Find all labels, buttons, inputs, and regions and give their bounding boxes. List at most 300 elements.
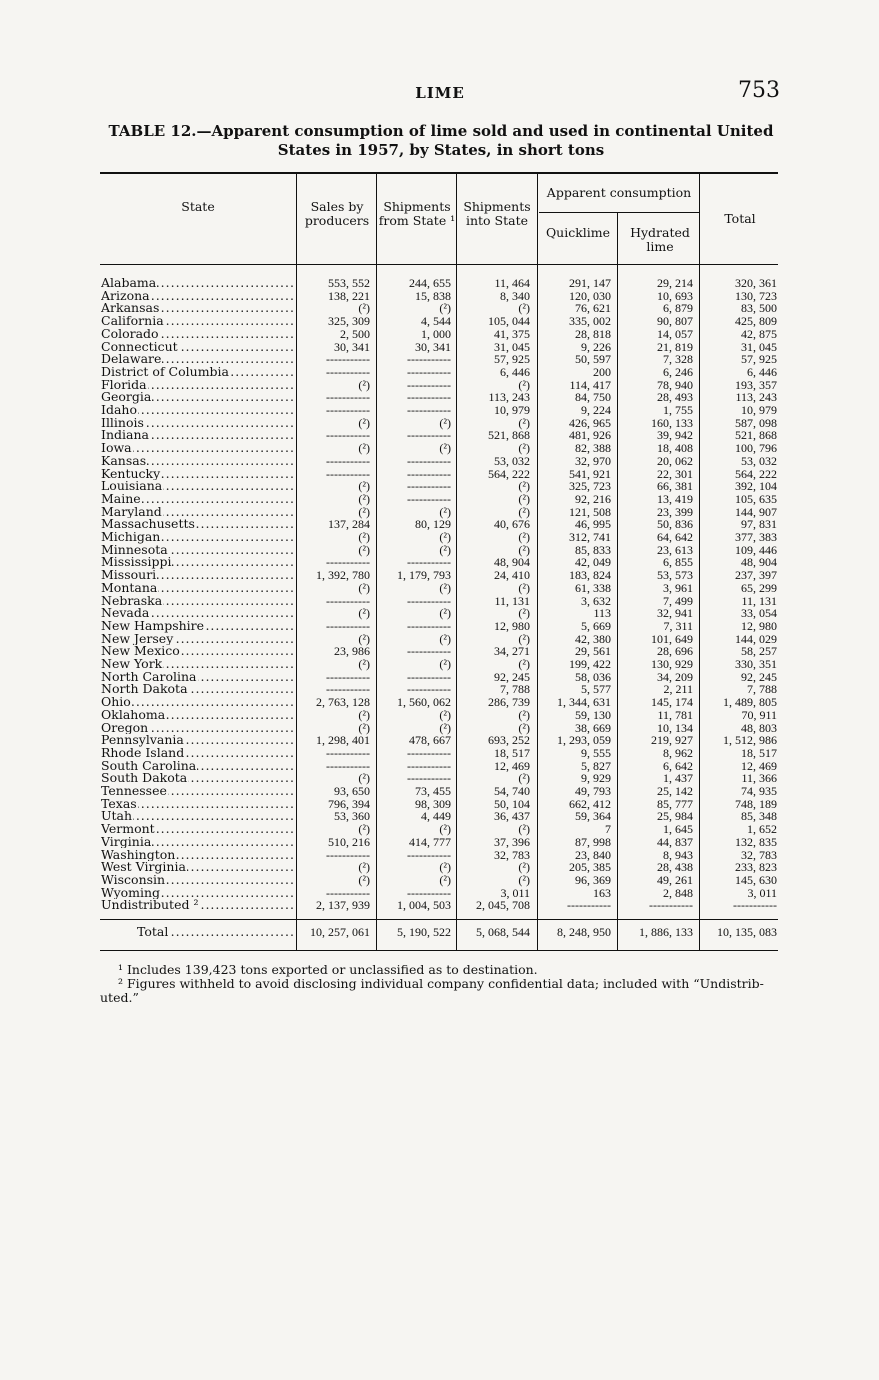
cell-shipments-into: 57, 925 <box>494 352 530 367</box>
cell-shipments-into: 521, 868 <box>488 428 530 443</box>
cell-shipments-from: 1, 560, 062 <box>397 695 451 710</box>
cell-shipments-into: (²) <box>518 415 530 430</box>
cell-quicklime: 9, 929 <box>581 771 611 786</box>
cell-shipments-from: 15, 838 <box>415 288 451 303</box>
cell-sales: 137, 284 <box>328 517 370 532</box>
running-head <box>100 78 780 108</box>
cell-shipments-from: (²) <box>439 657 451 671</box>
cell-hydrated: 8, 962 <box>663 745 693 760</box>
state-name: New York <box>101 658 163 671</box>
cell-hydrated: 21, 819 <box>657 339 693 354</box>
cell-total: 33, 054 <box>741 606 777 621</box>
cell-quicklime: 29, 561 <box>575 644 611 659</box>
cell-total: 31, 045 <box>741 339 777 354</box>
table-row-state <box>101 493 296 506</box>
cell-shipments-from: 4, 544 <box>421 314 451 329</box>
cell-total: 320, 361 <box>735 276 777 290</box>
cell-hydrated: 11, 781 <box>657 707 693 722</box>
cell-total: 377, 383 <box>735 530 777 544</box>
cell-hydrated: 130, 929 <box>651 657 693 671</box>
state-name: Georgia <box>101 391 152 404</box>
cell-shipments-from: (²) <box>439 530 451 544</box>
cell-shipments-from: ----------- <box>407 390 451 405</box>
state-name: Wisconsin <box>101 873 166 887</box>
col-divider-5 <box>617 213 618 950</box>
cell-total: 48, 803 <box>741 720 777 735</box>
state-name: Alabama <box>101 277 157 290</box>
cell-shipments-from: ----------- <box>407 466 451 481</box>
cell-shipments-from: (²) <box>439 580 451 595</box>
cell-quicklime: 114, 417 <box>569 377 611 392</box>
cell-hydrated: 219, 927 <box>651 733 693 748</box>
state-name: Iowa <box>101 442 132 455</box>
header-bottom-rule <box>100 264 778 265</box>
state-name: Massachusetts <box>101 518 195 531</box>
cell-sales: 23, 986 <box>334 644 370 659</box>
table-row-state <box>101 506 296 519</box>
cell-total: 6, 446 <box>747 364 777 379</box>
cell-quicklime: 59, 364 <box>575 809 611 824</box>
cell-shipments-into: 11, 131 <box>494 593 530 608</box>
cell-sales: ----------- <box>326 847 370 862</box>
state-name: Maryland <box>101 505 162 519</box>
cell-shipments-from: (²) <box>439 441 451 456</box>
cell-total: 70, 911 <box>741 707 777 722</box>
state-name: Nebraska <box>101 594 163 608</box>
cell-quicklime: 335, 002 <box>569 314 611 329</box>
cell-total: 3, 011 <box>747 885 777 900</box>
table-row-state <box>101 658 296 671</box>
state-name: New Jersey <box>101 632 174 646</box>
cell-sales: ----------- <box>326 593 370 608</box>
cell-total: 92, 245 <box>741 669 777 684</box>
cell-sales: ----------- <box>326 885 370 900</box>
cell-total: 100, 796 <box>735 441 777 456</box>
cell-sales: (²) <box>358 504 370 519</box>
cell-shipments-into: 8, 340 <box>500 288 530 303</box>
table-row-state <box>101 417 296 430</box>
cell-hydrated: 25, 142 <box>657 784 693 798</box>
table-row-state <box>101 620 296 633</box>
total-quicklime: 8, 248, 950 <box>557 925 611 939</box>
cell-shipments-from: 414, 777 <box>409 834 451 849</box>
state-name: Arkansas <box>101 302 160 316</box>
table-row-state <box>101 353 296 366</box>
cell-sales: (²) <box>358 301 370 316</box>
cell-shipments-into: (²) <box>518 377 530 392</box>
state-name: California <box>101 315 164 328</box>
cell-total: 42, 875 <box>741 326 777 341</box>
cell-sales: 30, 341 <box>334 339 370 354</box>
table-row-state <box>101 760 296 773</box>
cell-quicklime: 9, 555 <box>581 745 611 760</box>
cell-sales: ----------- <box>326 745 370 760</box>
cell-shipments-into: 40, 676 <box>494 517 530 532</box>
state-name: Oklahoma <box>101 708 166 722</box>
cell-shipments-from: ----------- <box>407 618 451 633</box>
cell-quicklime: 7 <box>605 822 611 837</box>
table-title-line-1: TABLE 12.—Apparent consumption of lime sold and used in continental United <box>108 122 774 140</box>
cell-total: 425, 809 <box>735 314 777 329</box>
cell-total: 193, 357 <box>735 377 777 392</box>
state-name: Maine <box>101 492 141 506</box>
table-row-state <box>101 645 296 658</box>
cell-quicklime: 1, 293, 059 <box>557 733 611 748</box>
cell-total: 1, 512, 986 <box>723 733 777 748</box>
cell-sales: (²) <box>358 542 370 557</box>
cell-sales: (²) <box>358 822 370 837</box>
table-row-state <box>101 683 296 696</box>
table-row-state <box>101 772 296 785</box>
table-row-state <box>101 531 296 544</box>
table-row-state <box>101 734 296 747</box>
cell-shipments-into: 92, 245 <box>494 669 530 684</box>
cell-sales: ----------- <box>326 555 370 570</box>
cell-sales: (²) <box>358 491 370 506</box>
cell-hydrated: 66, 381 <box>657 479 693 494</box>
cell-quicklime: 23, 840 <box>575 847 611 862</box>
state-name: Washington <box>101 848 176 862</box>
cell-shipments-into: 53, 032 <box>494 453 530 468</box>
cell-sales: (²) <box>358 720 370 735</box>
state-name: West Virginia <box>101 861 186 874</box>
cell-shipments-from: 80, 129 <box>415 517 451 532</box>
cell-hydrated: 3, 961 <box>663 580 693 595</box>
table-row-state <box>101 315 296 328</box>
cell-shipments-from: ----------- <box>407 669 451 684</box>
cell-sales: 2, 763, 128 <box>316 695 370 710</box>
cell-hydrated: ----------- <box>649 898 693 913</box>
cell-total: ----------- <box>733 898 777 913</box>
cell-hydrated: 50, 836 <box>657 517 693 532</box>
cell-shipments-from: ----------- <box>407 491 451 506</box>
page-number: 753 <box>738 78 780 103</box>
state-name: New Hampshire <box>101 619 205 633</box>
total-top-rule <box>100 919 778 920</box>
cell-shipments-into: 32, 783 <box>494 847 530 862</box>
cell-total: 48, 904 <box>741 555 777 570</box>
state-name: Louisiana <box>101 480 163 493</box>
cell-hydrated: 1, 755 <box>663 403 693 417</box>
cell-total: 85, 348 <box>741 809 777 824</box>
cell-shipments-from: 30, 341 <box>415 339 451 354</box>
state-name: Michigan <box>101 531 161 544</box>
cell-shipments-from: ----------- <box>407 555 451 570</box>
cell-quicklime: 61, 338 <box>575 580 611 595</box>
table-row-state <box>101 582 296 595</box>
table-row-state <box>101 379 296 392</box>
state-name: Wyoming <box>101 886 161 900</box>
table-row-state <box>101 798 296 811</box>
cell-hydrated: 7, 499 <box>663 593 693 608</box>
cell-quicklime: 325, 723 <box>569 479 611 494</box>
cell-sales: ----------- <box>326 758 370 773</box>
state-name: South Dakota <box>101 772 188 785</box>
cell-total: 7, 788 <box>747 682 777 697</box>
cell-sales: ----------- <box>326 466 370 481</box>
state-name: Kansas <box>101 454 147 468</box>
cell-shipments-from: 1, 004, 503 <box>397 898 451 913</box>
cell-quicklime: 9, 224 <box>581 403 611 417</box>
cell-shipments-from: (²) <box>439 707 451 722</box>
cell-quicklime: 85, 833 <box>575 542 611 557</box>
cell-shipments-from: (²) <box>439 860 451 875</box>
apparent-consumption-rule <box>539 212 699 213</box>
state-name: Missouri <box>101 569 157 582</box>
cell-total: 58, 257 <box>741 644 777 659</box>
table-row-state <box>101 709 296 722</box>
cell-quicklime: 5, 577 <box>581 682 611 697</box>
cell-shipments-from: 4, 449 <box>421 809 451 824</box>
cell-sales: (²) <box>358 441 370 456</box>
cell-shipments-into: 6, 446 <box>500 364 530 379</box>
cell-quicklime: 5, 669 <box>581 618 611 633</box>
cell-shipments-from: ----------- <box>407 847 451 862</box>
header-total: Total <box>724 211 756 226</box>
state-name: North Carolina <box>101 670 197 684</box>
cell-shipments-from: 478, 667 <box>409 733 451 748</box>
total-total: 10, 135, 083 <box>717 925 777 939</box>
total-hydrated: 1, 886, 133 <box>639 925 693 939</box>
cell-quicklime: 46, 995 <box>575 517 611 532</box>
cell-total: 587, 098 <box>735 415 777 430</box>
cell-quicklime: 163 <box>593 885 611 900</box>
cell-sales: 553, 552 <box>328 276 370 290</box>
state-name: Colorado <box>101 327 159 341</box>
total-sales: 10, 257, 061 <box>310 925 370 939</box>
col-divider-2 <box>376 174 377 950</box>
table-row-state <box>101 544 296 557</box>
cell-shipments-from: (²) <box>439 720 451 735</box>
cell-shipments-into: (²) <box>518 479 530 494</box>
table-row-state <box>101 404 296 417</box>
cell-shipments-from: ----------- <box>407 352 451 367</box>
cell-total: 18, 517 <box>741 745 777 760</box>
state-name: Ohio <box>101 696 131 709</box>
running-title: LIME <box>415 84 465 102</box>
state-name: Arizona <box>101 289 150 303</box>
cell-shipments-into: 12, 980 <box>494 618 530 633</box>
cell-sales: (²) <box>358 377 370 392</box>
cell-shipments-into: 24, 410 <box>494 568 530 583</box>
header-sales: Sales by producers <box>304 199 370 228</box>
cell-sales: 325, 309 <box>328 314 370 329</box>
cell-shipments-from: (²) <box>439 822 451 837</box>
cell-shipments-into: (²) <box>518 657 530 671</box>
state-name: Tennessee <box>101 785 167 798</box>
table-row-state <box>101 480 296 493</box>
cell-shipments-into: 34, 271 <box>494 644 530 659</box>
table-row-state <box>101 785 296 798</box>
cell-hydrated: 6, 879 <box>663 301 693 316</box>
cell-hydrated: 6, 855 <box>663 555 693 570</box>
cell-shipments-from: ----------- <box>407 428 451 443</box>
cell-quicklime: 481, 926 <box>569 428 611 443</box>
cell-total: 237, 397 <box>735 568 777 583</box>
cell-shipments-into: 105, 044 <box>488 314 530 329</box>
cell-total: 65, 299 <box>741 580 777 595</box>
state-name: Mississippi <box>101 556 172 570</box>
cell-shipments-into: 41, 375 <box>494 326 530 341</box>
table-bottom-rule <box>100 950 778 951</box>
header-apparent-consumption: Apparent consumption <box>546 185 692 200</box>
cell-total: 105, 635 <box>735 491 777 506</box>
cell-shipments-into: 693, 252 <box>488 733 530 748</box>
cell-quicklime: 49, 793 <box>575 784 611 798</box>
cell-shipments-into: (²) <box>518 580 530 595</box>
header-shipments-into: Shipments into State <box>463 199 531 228</box>
cell-quicklime: 82, 388 <box>575 441 611 456</box>
cell-total: 53, 032 <box>741 453 777 468</box>
footnote-2: ² Figures withheld to avoid disclosing individual company confidential data; included with “Undistrib- <box>118 976 764 991</box>
cell-shipments-from: ----------- <box>407 403 451 417</box>
cell-total: 145, 630 <box>735 872 777 887</box>
table-row-state <box>101 442 296 455</box>
cell-hydrated: 7, 328 <box>663 352 693 367</box>
state-name: Rhode Island <box>101 746 185 760</box>
cell-quicklime: 199, 422 <box>569 657 611 671</box>
cell-sales: ----------- <box>326 618 370 633</box>
table-row-state <box>101 341 296 354</box>
cell-shipments-into: (²) <box>518 822 530 837</box>
col-divider-4 <box>537 174 538 950</box>
cell-shipments-from: ----------- <box>407 644 451 659</box>
cell-sales: 510, 216 <box>328 834 370 849</box>
cell-sales: 93, 650 <box>334 784 370 798</box>
cell-hydrated: 34, 209 <box>657 669 693 684</box>
cell-total: 132, 835 <box>735 834 777 849</box>
cell-quicklime: 9, 226 <box>581 339 611 354</box>
cell-sales: ----------- <box>326 682 370 697</box>
cell-total: 521, 868 <box>735 428 777 443</box>
state-name: Indiana <box>101 429 149 443</box>
cell-sales: ----------- <box>326 669 370 684</box>
cell-sales: ----------- <box>326 403 370 417</box>
cell-shipments-into: (²) <box>518 860 530 875</box>
cell-shipments-into: 10, 979 <box>494 403 530 417</box>
table-row-state <box>101 302 296 315</box>
table-row-state <box>101 569 296 582</box>
cell-quicklime: 183, 824 <box>569 568 611 583</box>
cell-quicklime: 1, 344, 631 <box>557 695 611 710</box>
cell-quicklime: 58, 036 <box>575 669 611 684</box>
cell-sales: ----------- <box>326 428 370 443</box>
cell-sales: 1, 298, 401 <box>316 733 370 748</box>
cell-shipments-into: 3, 011 <box>500 885 530 900</box>
table-row-state <box>101 696 296 709</box>
cell-quicklime: 3, 632 <box>581 593 611 608</box>
total-shipments-from: 5, 190, 522 <box>397 925 451 939</box>
cell-sales: (²) <box>358 707 370 722</box>
cell-shipments-into: 2, 045, 708 <box>476 898 530 913</box>
state-name: Utah <box>101 810 133 824</box>
table-row-state <box>101 899 296 912</box>
cell-quicklime: 312, 741 <box>569 530 611 544</box>
cell-sales: ----------- <box>326 390 370 405</box>
cell-hydrated: 23, 399 <box>657 504 693 519</box>
cell-quicklime: 205, 385 <box>569 860 611 875</box>
cell-total: 330, 351 <box>735 657 777 671</box>
cell-shipments-into: 564, 222 <box>488 466 530 481</box>
state-name: Virginia <box>101 835 152 849</box>
cell-shipments-from: ----------- <box>407 364 451 379</box>
cell-shipments-from: ----------- <box>407 745 451 760</box>
cell-sales: (²) <box>358 872 370 887</box>
cell-hydrated: 13, 419 <box>657 491 693 506</box>
cell-shipments-from: 73, 455 <box>415 784 451 798</box>
cell-shipments-into: 18, 517 <box>494 745 530 760</box>
cell-sales: ----------- <box>326 453 370 468</box>
cell-shipments-into: (²) <box>518 631 530 646</box>
state-name: Illinois <box>101 416 144 430</box>
table-row-state <box>101 518 296 531</box>
cell-total: 130, 723 <box>735 288 777 303</box>
cell-hydrated: 25, 984 <box>657 809 693 824</box>
cell-shipments-into: (²) <box>518 872 530 887</box>
cell-total: 83, 500 <box>741 301 777 316</box>
cell-quicklime: 121, 508 <box>569 504 611 519</box>
cell-hydrated: 6, 246 <box>663 364 693 379</box>
cell-hydrated: 64, 642 <box>657 530 693 544</box>
cell-shipments-into: 50, 104 <box>494 796 530 811</box>
state-name: District of Columbia <box>101 365 229 379</box>
cell-shipments-into: (²) <box>518 542 530 557</box>
cell-total: 1, 652 <box>747 822 777 837</box>
table-row-state <box>101 429 296 442</box>
cell-sales: (²) <box>358 580 370 595</box>
header-quicklime: Quicklime <box>545 225 611 240</box>
cell-total: 11, 131 <box>741 593 777 608</box>
state-name: Oregon <box>101 721 149 735</box>
cell-total: 12, 980 <box>741 618 777 633</box>
cell-hydrated: 44, 837 <box>657 834 693 849</box>
table-row-state <box>101 391 296 404</box>
cell-sales: 1, 392, 780 <box>316 568 370 583</box>
cell-total: 144, 029 <box>735 631 777 646</box>
cell-shipments-into: 7, 788 <box>500 682 530 697</box>
cell-hydrated: 10, 693 <box>657 288 693 303</box>
cell-quicklime: 50, 597 <box>575 352 611 367</box>
cell-sales: (²) <box>358 479 370 494</box>
cell-sales: 2, 137, 939 <box>316 898 370 913</box>
state-name: Pennsylvania <box>101 734 184 747</box>
table-row-state <box>101 671 296 684</box>
cell-hydrated: 20, 062 <box>657 453 693 468</box>
cell-shipments-into: 286, 739 <box>488 695 530 710</box>
cell-total: 748, 189 <box>735 796 777 811</box>
table-row-state <box>101 595 296 608</box>
table-row-state <box>101 823 296 836</box>
cell-quicklime: 541, 921 <box>569 466 611 481</box>
state-name: Idaho <box>101 404 137 417</box>
cell-quicklime: 120, 030 <box>569 288 611 303</box>
cell-quicklime: 59, 130 <box>575 707 611 722</box>
cell-hydrated: 53, 573 <box>657 568 693 583</box>
cell-shipments-from: (²) <box>439 542 451 557</box>
cell-shipments-into: (²) <box>518 504 530 519</box>
cell-shipments-into: 113, 243 <box>488 390 530 405</box>
header-shipments-from: Shipments from State ¹ <box>378 199 456 228</box>
cell-shipments-into: 48, 904 <box>494 555 530 570</box>
table-row-state <box>101 277 296 290</box>
table-row-state <box>101 849 296 862</box>
table-row-state <box>101 290 296 303</box>
cell-shipments-from: 1, 179, 793 <box>397 568 451 583</box>
cell-quicklime: 426, 965 <box>569 415 611 430</box>
table-row-state <box>101 887 296 900</box>
cell-hydrated: 2, 211 <box>663 682 693 697</box>
table-row-state <box>101 861 296 874</box>
